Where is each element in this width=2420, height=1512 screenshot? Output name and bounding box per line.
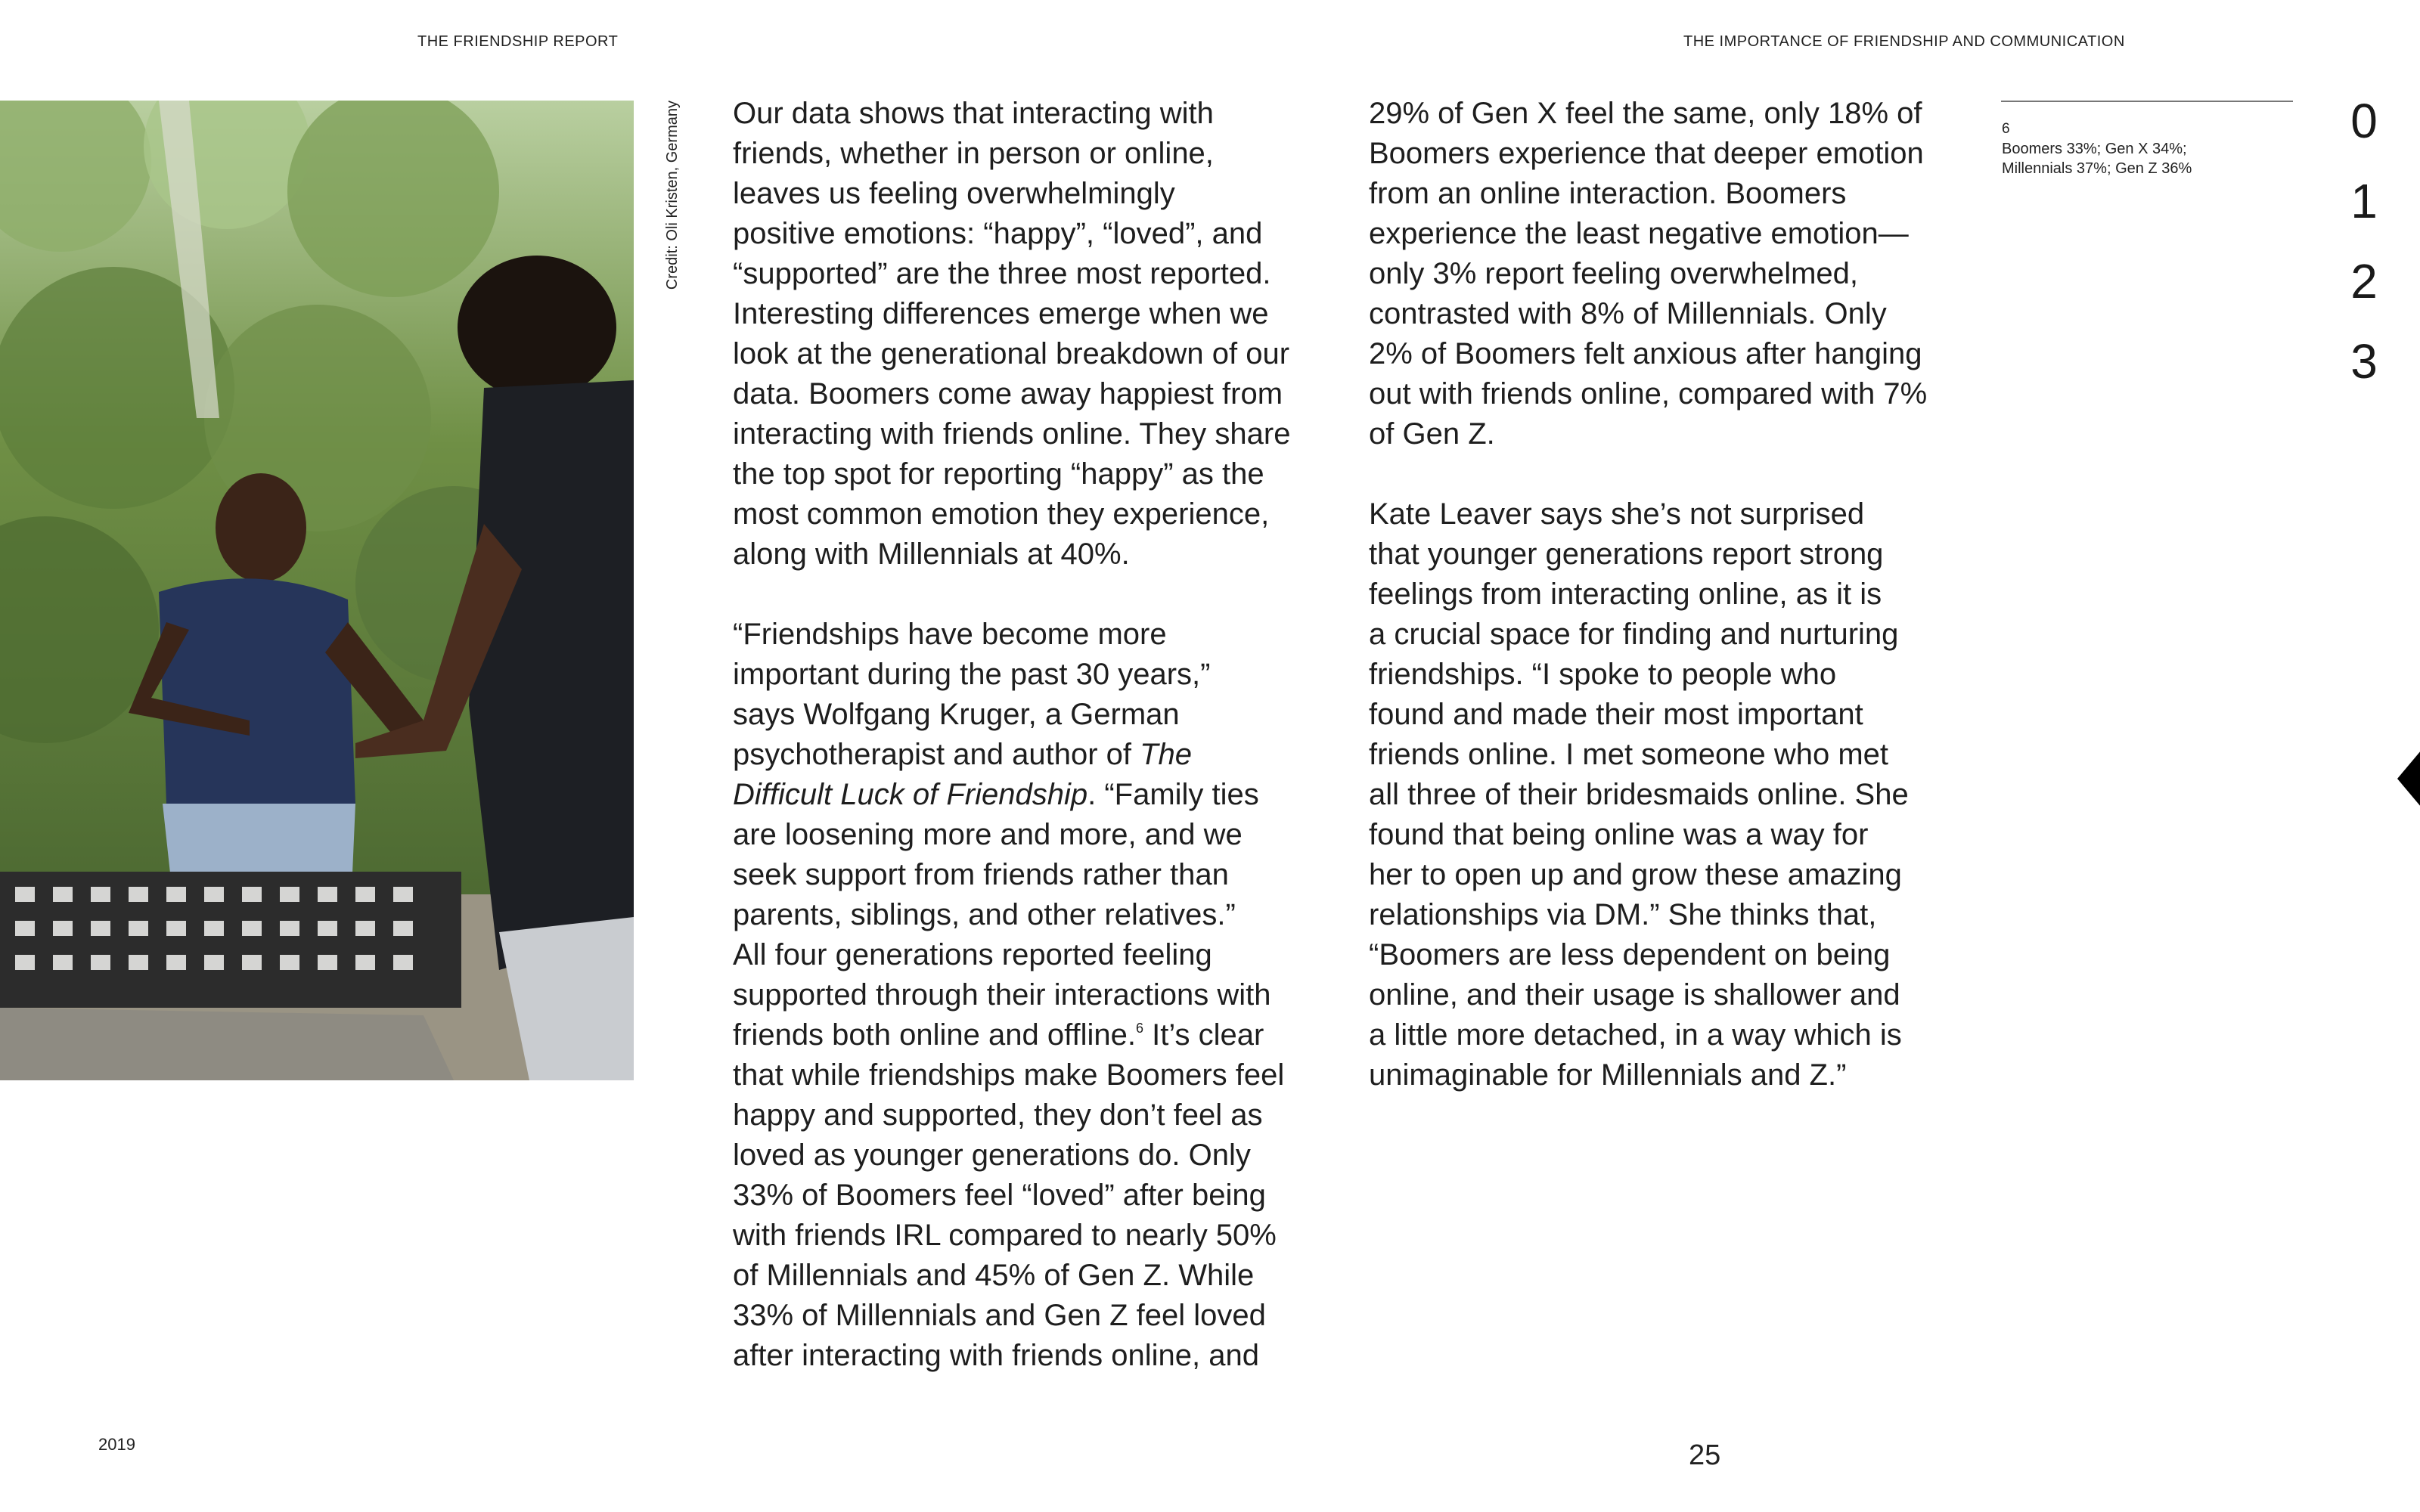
text-line: a little more detached, in a way which is [1369, 1018, 1902, 1052]
text-line: online, and their usage is shallower and [1369, 978, 1900, 1012]
text-line: data. Boomers come away happiest from [733, 377, 1283, 411]
text-line [733, 1015, 1338, 1055]
text-line: Boomers experience that deeper emotion [1369, 137, 1924, 170]
text-line: feelings from interacting online, as it is [1369, 578, 1882, 611]
text-line: important during the past 30 years,” [733, 658, 1211, 691]
book-title: The [1140, 738, 1193, 771]
text-line: “supported” are the three most reported. [733, 257, 1271, 290]
footnote-reference[interactable]: 6 [1136, 1021, 1144, 1036]
text-line: after interacting with friends online, and [733, 1339, 1259, 1372]
friends-ping-pong-photo [0, 101, 634, 1080]
text-line: positive emotions: “happy”, “loved”, and [733, 217, 1263, 250]
running-header-left: THE FRIENDSHIP REPORT [417, 33, 619, 50]
text-line: only 3% report feeling overwhelmed, [1369, 257, 1859, 290]
text-run: . “Family ties [1087, 778, 1259, 811]
footnote-text: Boomers 33%; Gen X 34%; Millennials 37%; Gen Z 36% [2002, 141, 2192, 177]
text-line: contrasted with 8% of Millennials. Only [1369, 297, 1887, 330]
chapter-link-2[interactable]: 2 [2350, 254, 2378, 308]
text-line: 33% of Millennials and Gen Z feel loved [733, 1299, 1266, 1332]
text-line: from an online interaction. Boomers [1369, 177, 1847, 210]
text-line: 29% of Gen X feel the same, only 18% of [1369, 97, 1922, 130]
text-line: the top spot for reporting “happy” as the [733, 457, 1264, 491]
page-number: 25 [1689, 1439, 1721, 1471]
text-line: relationships via DM.” She thinks that, [1369, 898, 1877, 931]
paragraph-boomer-emotions [1369, 94, 1974, 454]
text-line: interacting with friends online. They share [733, 417, 1291, 451]
text-line: loved as younger generations do. Only [733, 1139, 1251, 1172]
text-line [733, 775, 1338, 815]
text-line: her to open up and grow these amazing [1369, 858, 1902, 891]
paragraph-kate-leaver [1369, 494, 1974, 1095]
text-line: says Wolfgang Kruger, a German [733, 698, 1180, 731]
text-line: experience the least negative emotion— [1369, 217, 1909, 250]
chapter-link-1[interactable]: 1 [2350, 174, 2378, 228]
text-line: seek support from friends rather than [733, 858, 1229, 891]
text-line: Kate Leaver says she’s not surprised [1369, 497, 1865, 531]
footnote-divider [2001, 101, 2293, 102]
footnote-number: 6 [2002, 121, 2010, 137]
text-line: friends online. I met someone who met [1369, 738, 1889, 771]
chapter-link-3[interactable]: 3 [2350, 334, 2378, 389]
text-line: 2% of Boomers felt anxious after hanging [1369, 337, 1922, 370]
text-run: It’s clear [1143, 1018, 1264, 1052]
text-line: look at the generational breakdown of our [733, 337, 1290, 370]
text-line: that while friendships make Boomers feel [733, 1058, 1285, 1092]
chapter-navigation [2341, 91, 2387, 411]
text-line: happy and supported, they don’t feel as [733, 1098, 1263, 1132]
text-line: Interesting differences emerge when we [733, 297, 1269, 330]
previous-page-arrow-icon[interactable] [2397, 741, 2420, 816]
text-run: friends both online and offline. [733, 1018, 1136, 1052]
text-line [733, 735, 1338, 775]
text-line: of Millennials and 45% of Gen Z. While [733, 1259, 1255, 1292]
text-line: “Friendships have become more [733, 618, 1167, 651]
text-line: found and made their most important [1369, 698, 1863, 731]
text-line: friendships. “I spoke to people who [1369, 658, 1837, 691]
text-line: 33% of Boomers feel “loved” after being [733, 1179, 1266, 1212]
text-line: out with friends online, compared with 7% [1369, 377, 1928, 411]
book-title: Difficult Luck of Friendship [733, 778, 1088, 811]
text-line: “Boomers are less dependent on being [1369, 938, 1891, 971]
text-run: psychotherapist and author of [733, 738, 1140, 771]
text-line: All four generations reported feeling [733, 938, 1212, 971]
text-line: all three of their bridesmaids online. She [1369, 778, 1909, 811]
text-line: Our data shows that interacting with [733, 97, 1214, 130]
text-line: unimaginable for Millennials and Z.” [1369, 1058, 1847, 1092]
text-line: a crucial space for finding and nurturing [1369, 618, 1899, 651]
text-line: that younger generations report strong [1369, 538, 1884, 571]
footer-year: 2019 [98, 1435, 135, 1454]
body-column-left [733, 94, 1338, 1376]
paragraph-wolfgang-kruger [733, 615, 1338, 1376]
text-line: most common emotion they experience, [733, 497, 1270, 531]
running-header-right: THE IMPORTANCE OF FRIENDSHIP AND COMMUNICATION [1683, 33, 2125, 50]
body-column-right [1369, 94, 1974, 1095]
text-line: friends, whether in person or online, [733, 137, 1214, 170]
text-line: are loosening more and more, and we [733, 818, 1243, 851]
text-line: of Gen Z. [1369, 417, 1495, 451]
text-line: along with Millennials at 40%. [733, 538, 1130, 571]
text-line: with friends IRL compared to nearly 50% [733, 1219, 1277, 1252]
paragraph-generational-emotions [733, 94, 1338, 575]
text-line: supported through their interactions with [733, 978, 1271, 1012]
chapter-link-0[interactable]: 0 [2350, 94, 2378, 148]
text-line: parents, siblings, and other relatives.” [733, 898, 1236, 931]
text-line: leaves us feeling overwhelmingly [733, 177, 1175, 210]
text-line: found that being online was a way for [1369, 818, 1869, 851]
photo-credit: Credit: Oli Kristen, Germany [664, 101, 681, 290]
